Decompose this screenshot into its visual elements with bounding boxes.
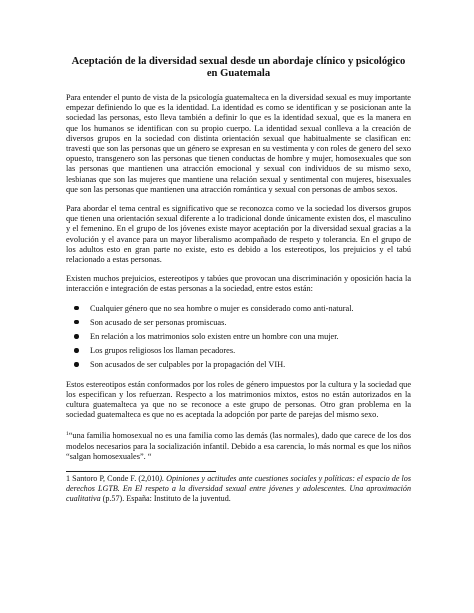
- footnote: [66, 474, 411, 504]
- list-item: Son acusado de ser personas promiscuas.: [66, 318, 411, 328]
- footnote-marker: 1: [66, 431, 69, 438]
- quote-text: “una familia homosexual no es una familia como las demás (las normales), dado que carece de los dos modelos necesarios para la socialización infantil. Debido a esa carencia, lo más normal es que los niños “salgan homosexuales”. “: [66, 431, 411, 461]
- bullet-icon: [74, 334, 79, 339]
- list-item: Los grupos religiosos los llaman pecadores.: [66, 346, 411, 356]
- paragraph-identity: Para entender el punto de vista de la psicología guatemalteca en la diversidad sexual es muy importante empezar definiendo lo que es la identidad. La identidad es como se identifican y se posicionan ante la sociedad las personas, esto lleva también a definir lo que es la identidad sexual, que es la manera en que los humanos se identifican con su propio cuerpo. La identidad sexual conlleva a la creación de diversos grupos en la sociedad con distinta orientación sexual que habitualmente se clasifican en: travesti que son las personas que un género se expresan en su vestimenta y con roles de genero del sexo opuesto, transgenero son las personas que tienen conductas de hombre y mujer, homosexuales que son las personas que mantienen una atracción emocional y sexual con individuos de su mismo sexo, lesbianas que son las mujeres que mantiene una relación sexual y sentimental con mujeres, bisexuales que son las personas que mantienen una atracción romántica y sexual con personas de ambos sexos.: [66, 93, 411, 194]
- footnote-close-paren: ).: [159, 474, 165, 484]
- paragraph-society: Para abordar el tema central es significativo que se reconozca como ve la sociedad los diversos grupos que tienen una orientación sexual diferente a lo tradicional donde únicamente existen dos, el masculino y el femenino. En el grupo de los jóvenes existe mayor aceptación por la diversidad sexual gracias a la evolución y el avance para un mayor liberalismo acompañado de respeto y tolerancia. En el grupo de los adultos esto en gran parte no existe, esto es debido a los estereotipos, los prejuicios y el tabú relacionado a estas personas.: [66, 204, 411, 265]
- bullet-icon: [74, 306, 79, 311]
- footnote-lead: 1 Santoro P, Conde F. (2,010: [66, 474, 160, 484]
- bullet-icon: [74, 362, 79, 367]
- bullet-icon: [74, 348, 79, 353]
- bullet-icon: [74, 320, 79, 325]
- footnote-title: Opiniones y actitudes ante cuestiones sociales y políticas: el espacio de los derechos LGTB. En El respeto a la diversidad sexual entre jóvenes y adolescentes. Una aproximación cualitativa: [66, 474, 411, 504]
- document-body: [66, 56, 411, 504]
- document-title: Aceptación de la diversidad sexual desde un abordaje clínico y psicológico en Guatemala: [71, 56, 406, 79]
- list-item: En relación a los matrimonios solo existen entre un hombre con una mujer.: [66, 332, 411, 342]
- paragraph-prejudices: Existen muchos prejuicios, estereotipos y tabúes que provocan una discriminación y oposición hacia la interacción e integración de estas personas a la sociedad, entre estos están:: [66, 274, 411, 294]
- list-item: Son acusados de ser culpables por la propagación del VIH.: [66, 360, 411, 370]
- paragraph-quote: [66, 429, 411, 462]
- footnote-tail: (p.57). España: Instituto de la juventud.: [100, 494, 231, 504]
- paragraph-stereotypes: Estos estereotipos están conformados por los roles de género impuestos por la cultura y la sociedad que los especifican y los refuerzan. Respecto a los matrimonios mixtos, estos no están autorizados en la cultura guatemalteca ya que no se reconoce a este grupo de personas. Otro gran problema en la sociedad guatemalteca es que no es aceptada la adopción por parte de parejas del mismo sexo.: [66, 379, 411, 420]
- footnote-divider: [66, 471, 216, 472]
- list-item: Cualquier género que no sea hombre o mujer es considerado como anti-natural.: [66, 304, 411, 314]
- stereotype-list: [66, 304, 411, 371]
